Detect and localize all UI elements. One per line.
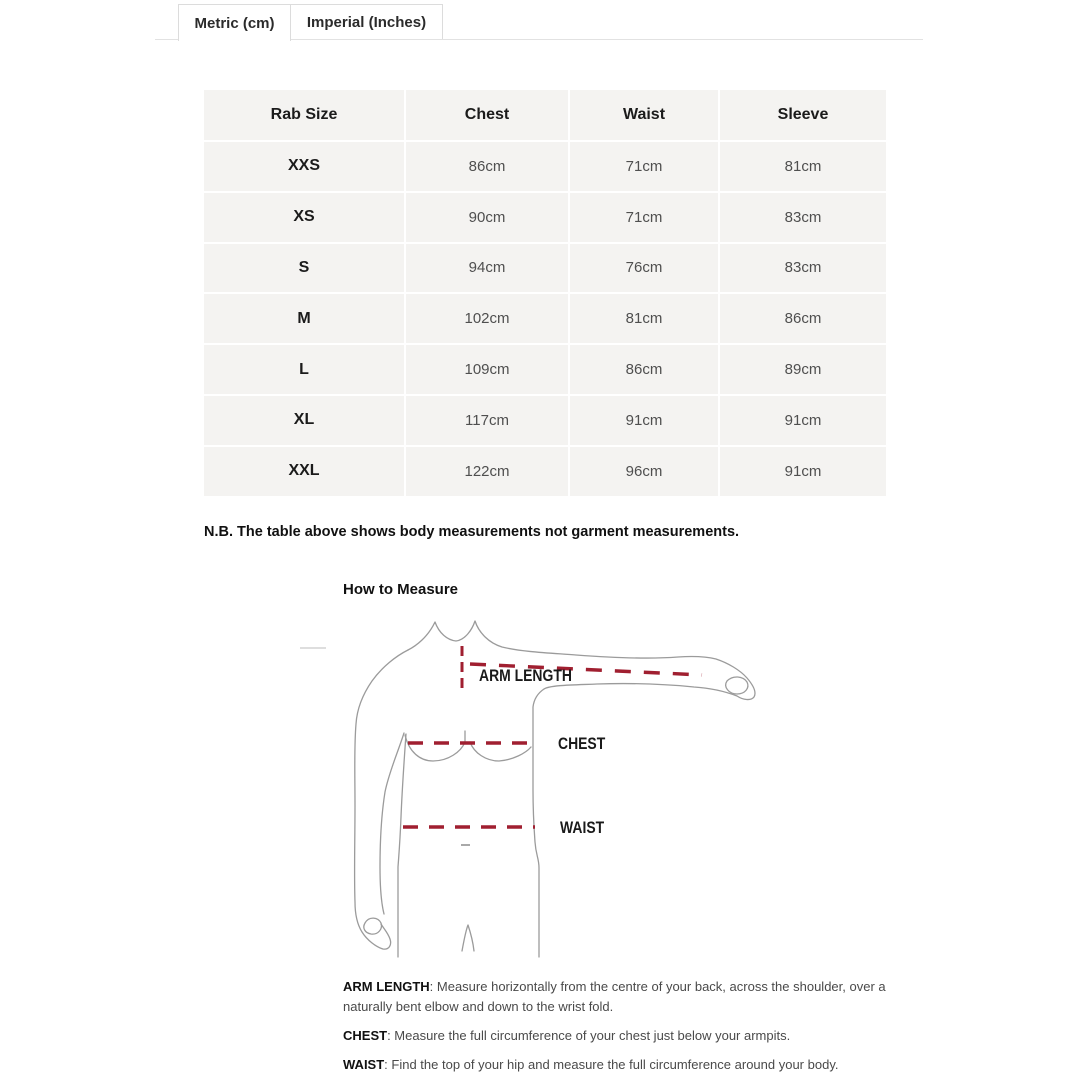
table-header-cell: Rab Size <box>204 90 404 140</box>
measurement-cell: 76cm <box>570 244 718 293</box>
measurement-cell: 81cm <box>570 294 718 343</box>
measurement-cell: 122cm <box>406 447 568 496</box>
measurement-cell: 90cm <box>406 193 568 242</box>
measurement-cell: 96cm <box>570 447 718 496</box>
measurement-cell: 83cm <box>720 244 886 293</box>
instruction-label: CHEST <box>343 1028 388 1043</box>
measurement-cell: 86cm <box>406 142 568 191</box>
instruction-text: : Measure the full circumference of your chest just below your armpits. <box>387 1028 791 1043</box>
measurement-cell: 117cm <box>406 396 568 445</box>
arm-length-label: ARM LENGTH <box>479 666 572 685</box>
instruction-paragraph <box>343 977 886 1017</box>
size-cell: S <box>204 244 404 293</box>
table-header-cell: Waist <box>570 90 718 140</box>
table-header-cell: Sleeve <box>720 90 886 140</box>
size-cell: XXL <box>204 447 404 496</box>
instruction-text: : Find the top of your hip and measure the full circumference around your body. <box>384 1057 839 1072</box>
table-header-cell: Chest <box>406 90 568 140</box>
size-cell: M <box>204 294 404 343</box>
measurement-cell: 83cm <box>720 193 886 242</box>
measurement-cell: 91cm <box>720 396 886 445</box>
body-outline-illustration <box>298 605 880 973</box>
size-cell: L <box>204 345 404 394</box>
instruction-paragraph <box>343 1026 886 1046</box>
size-cell: XS <box>204 193 404 242</box>
measurement-cell: 109cm <box>406 345 568 394</box>
instruction-paragraph <box>343 1055 886 1075</box>
waist-label: WAIST <box>560 818 605 837</box>
measurement-cell: 86cm <box>720 294 886 343</box>
instruction-text: : Measure horizontally from the centre of your back, across the shoulder, over a naturally bent elbow and down to the wrist fold. <box>343 979 886 1014</box>
tab-metric-cm[interactable]: Metric (cm) <box>178 4 291 41</box>
measurement-cell: 71cm <box>570 193 718 242</box>
measurement-diagram <box>298 605 880 973</box>
measurement-instructions <box>343 977 886 1084</box>
measurement-cell: 86cm <box>570 345 718 394</box>
chest-label: CHEST <box>558 734 606 753</box>
measurement-cell: 102cm <box>406 294 568 343</box>
measurement-cell: 94cm <box>406 244 568 293</box>
size-chart-table <box>204 90 886 496</box>
measurement-cell: 91cm <box>570 396 718 445</box>
measurement-cell: 71cm <box>570 142 718 191</box>
measurement-cell: 91cm <box>720 447 886 496</box>
instruction-label: WAIST <box>343 1057 385 1072</box>
how-to-measure-title: How to Measure <box>343 581 459 598</box>
tab-imperial-inches[interactable]: Imperial (Inches) <box>291 4 443 39</box>
instruction-label: ARM LENGTH <box>343 979 430 994</box>
body-measurements-note: N.B. The table above shows body measurements not garment measurements. <box>204 524 740 540</box>
measurement-cell: 81cm <box>720 142 886 191</box>
measurement-cell: 89cm <box>720 345 886 394</box>
size-cell: XXS <box>204 142 404 191</box>
size-cell: XL <box>204 396 404 445</box>
